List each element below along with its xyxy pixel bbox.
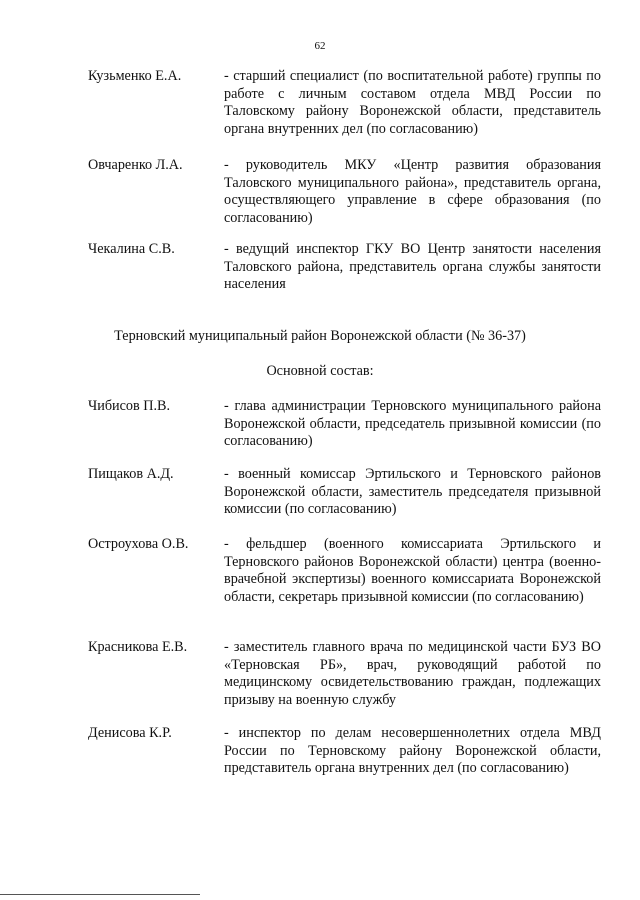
member-name: Остроухова О.В. <box>88 536 189 552</box>
page-number: 62 <box>314 40 326 52</box>
member-role: - инспектор по делам несовершеннолетних отдела МВД России по Терновскому району Воронежской области, представитель органа внутренних дел (по согласованию) <box>224 725 601 776</box>
member-role: - заместитель главного врача по медицинской части БУЗ ВО «Терновская РБ», врач, руководящий работой по медицинскому освидетельствованию граждан, подлежащих призыву на военную службу <box>224 639 601 708</box>
member-name: Овчаренко Л.А. <box>88 157 183 173</box>
member-name: Чибисов П.В. <box>88 398 171 414</box>
member-role: - старший специалист (по воспитательной работе) группы по работе с личным составом отдела МВД России по Таловскому району Воронежской области, представитель органа внутренних дел (по согласованию) <box>224 68 601 137</box>
member-name: Чекалина С.В. <box>88 241 175 257</box>
member-name: Пищаков А.Д. <box>88 466 174 482</box>
footer-divider <box>0 894 200 895</box>
member-name: Денисова К.Р. <box>88 725 172 741</box>
member-role: - руководитель МКУ «Центр развития образования Таловского муниципального района», представитель органа, осуществляющего управление в сфере образования (по согласованию) <box>224 157 601 226</box>
member-role: - военный комиссар Эртильского и Терновского районов Воронежской области, заместитель председателя призывной комиссии (по согласованию) <box>224 466 601 517</box>
member-role: - ведущий инспектор ГКУ ВО Центр занятости населения Таловского района, представитель органа службы занятости населения <box>224 241 601 292</box>
section-title: Терновский муниципальный район Воронежской области (№ 36-37) <box>114 328 526 344</box>
member-name: Красникова Е.В. <box>88 639 188 655</box>
member-role: - глава администрации Терновского муниципального района Воронежской области, председатель призывной комиссии (по согласованию) <box>224 398 601 449</box>
member-role: - фельдшер (военного комиссариата Эртильского и Терновского районов Воронежской области) центра (военно-врачебной экспертизы) военного комиссариата Воронежской области, секретарь призывной комиссии (по согласованию) <box>224 536 601 605</box>
subsection-title: Основной состав: <box>266 363 374 379</box>
member-name: Кузьменко Е.А. <box>88 68 182 84</box>
